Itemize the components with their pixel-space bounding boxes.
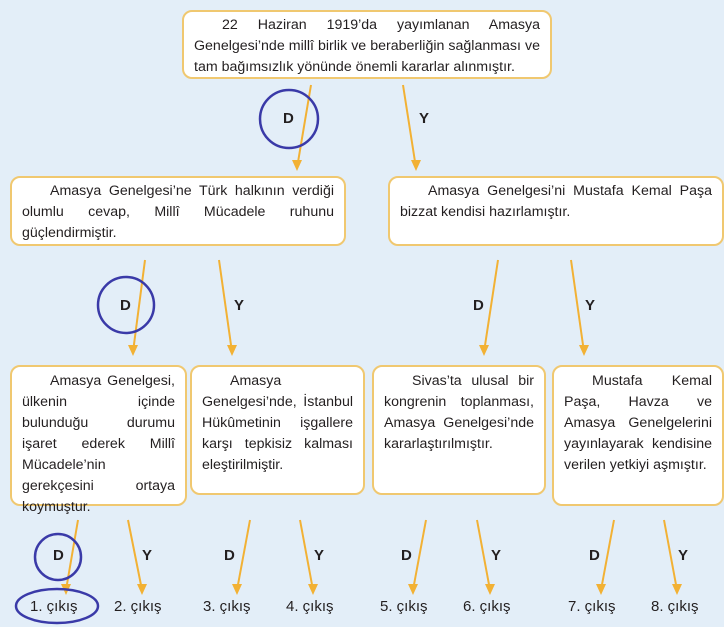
root-statement-box <box>182 10 552 79</box>
level3-box-1 <box>10 365 187 515</box>
level2-box-false <box>388 176 724 246</box>
annotation-circles <box>16 90 318 623</box>
output-6: 6. çıkış <box>463 598 511 615</box>
level3-statement-text: Amasya Genelgesi’nde, İstanbul Hükûmetinin işgallere karşı tepkisiz kalması eleştirilmiştir. <box>202 373 353 473</box>
output-5: 5. çıkış <box>380 598 428 615</box>
branch-label-true: D <box>53 547 64 564</box>
branch-label-true: D <box>401 547 412 564</box>
output-4: 4. çıkış <box>286 598 334 615</box>
branch-label-false: Y <box>491 547 502 564</box>
level3-box-2 <box>190 365 365 495</box>
branch-label-true: D <box>120 297 131 314</box>
output-8: 8. çıkış <box>651 598 699 615</box>
branch-label-false: Y <box>234 297 245 314</box>
branch-label-false: Y <box>419 110 430 127</box>
level2-statement-text: Amasya Genelgesi’ne Türk halkının verdiği olumlu cevap, Millî Mücadele ruhunu güçlendirmiştir. <box>22 183 334 241</box>
root-statement-text: 22 Haziran 1919’da yayımlanan Amasya Genelgesi’nde millî birlik ve beraberliğin sağlanması ve tam bağımsızlık yönünde önemli kararlar alınmıştır. <box>194 17 540 75</box>
level2-statement-text: Amasya Genelgesi’ni Mustafa Kemal Paşa bizzat kendisi hazırlamıştır. <box>400 183 712 220</box>
output-7: 7. çıkış <box>568 598 616 615</box>
branch-label-false: Y <box>314 547 325 564</box>
branch-label-true: D <box>283 110 294 127</box>
branch-label-false: Y <box>142 547 153 564</box>
level3-box-3 <box>372 365 546 495</box>
arrow-root-true <box>297 85 311 168</box>
level3-box-4 <box>552 365 724 506</box>
branch-label-true: D <box>589 547 600 564</box>
level3-statement-text: Mustafa Kemal Paşa, Havza ve Amasya Genelgelerini yayınlayarak kendisine verilen yetkiyi aşmıştır. <box>564 373 712 473</box>
level2-box-true <box>10 176 346 246</box>
branch-label-true: D <box>224 547 235 564</box>
output-3: 3. çıkış <box>203 598 251 615</box>
output-1: 1. çıkış <box>30 598 78 615</box>
level3-statement-text: Sivas’ta ulusal bir kongrenin toplanması, Amasya Genelgesi’nde kararlaştırılmıştır. <box>384 373 534 452</box>
level3-statement-text: Amasya Genelgesi, ülkenin içinde bulunduğu durumu işaret ederek Millî Mücadele’nin gerekçesini ortaya koymuştur. <box>22 373 175 515</box>
arrow-root-false <box>403 85 416 168</box>
branch-label-false: Y <box>678 547 689 564</box>
branch-label-true: D <box>473 297 484 314</box>
branch-label-false: Y <box>585 297 596 314</box>
output-2: 2. çıkış <box>114 598 162 615</box>
